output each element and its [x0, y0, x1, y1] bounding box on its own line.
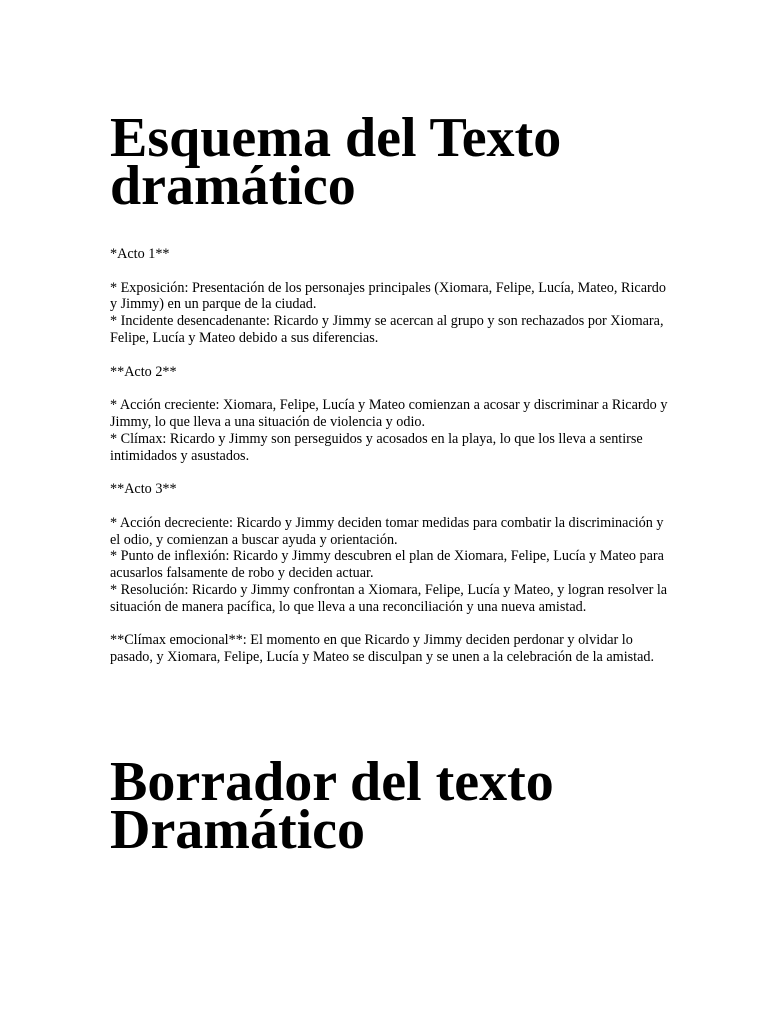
- heading-line: Esquema del Texto: [110, 107, 562, 169]
- heading-line: Dramático: [110, 799, 366, 861]
- emotional-climax-item: **Clímax emocional**: El momento en que Ricardo y Jimmy deciden perdonar y olvidar lo pasado, y Xiomara, Felipe, Lucía y Mateo se disculpan y se unen a la celebración de la amistad.: [110, 632, 655, 666]
- section-heading-esquema: [110, 107, 562, 217]
- section-heading-borrador: [110, 751, 554, 861]
- act-1-label: *Acto 1**: [110, 246, 170, 262]
- resolution-item: * Resolución: Ricardo y Jimmy confrontan a Xiomara, Felipe, Lucía y Mateo, y logran resolver la situación de manera pacífica, lo que lleva a una reconciliación y una nueva amistad.: [110, 581, 668, 615]
- blank-line: [110, 498, 670, 515]
- blank-line: [110, 263, 670, 280]
- blank-line: [110, 464, 670, 481]
- heading-line: dramático: [110, 155, 356, 217]
- falling-action-item: * Acción decreciente: Ricardo y Jimmy deciden tomar medidas para combatir la discriminación y el odio, y comienzan a buscar ayuda y orientación.: [110, 514, 664, 548]
- turning-point-item: * Punto de inflexión: Ricardo y Jimmy descubren el plan de Xiomara, Felipe, Lucía y Mateo para acusarlos falsamente de robo y deciden actuar.: [110, 548, 664, 582]
- heading-line: Borrador del texto: [110, 751, 554, 813]
- outline-body: [110, 246, 670, 666]
- rising-action-item: * Acción creciente: Xiomara, Felipe, Lucía y Mateo comienzan a acosar y discriminar a Ricardo y Jimmy, lo que lleva a una situación de violencia y odio.: [110, 397, 668, 430]
- climax-item: * Clímax: Ricardo y Jimmy son perseguidos y acosados en la playa, lo que los lleva a sentirse intimidados y asustados.: [110, 430, 643, 464]
- exposition-item: * Exposición: Presentación de los personajes principales (Xiomara, Felipe, Lucía, Mateo, Ricardo y Jimmy) en un parque de la ciudad.: [110, 279, 666, 313]
- act-3-label: **Acto 3**: [110, 481, 177, 498]
- blank-line: [110, 380, 670, 397]
- blank-line: [110, 616, 670, 633]
- blank-line: [110, 347, 670, 364]
- act-2-label: **Acto 2**: [110, 363, 177, 380]
- inciting-incident-item: * Incidente desencadenante: Ricardo y Jimmy se acercan al grupo y son rechazados por Xiomara, Felipe, Lucía y Mateo debido a sus diferencias.: [110, 313, 664, 346]
